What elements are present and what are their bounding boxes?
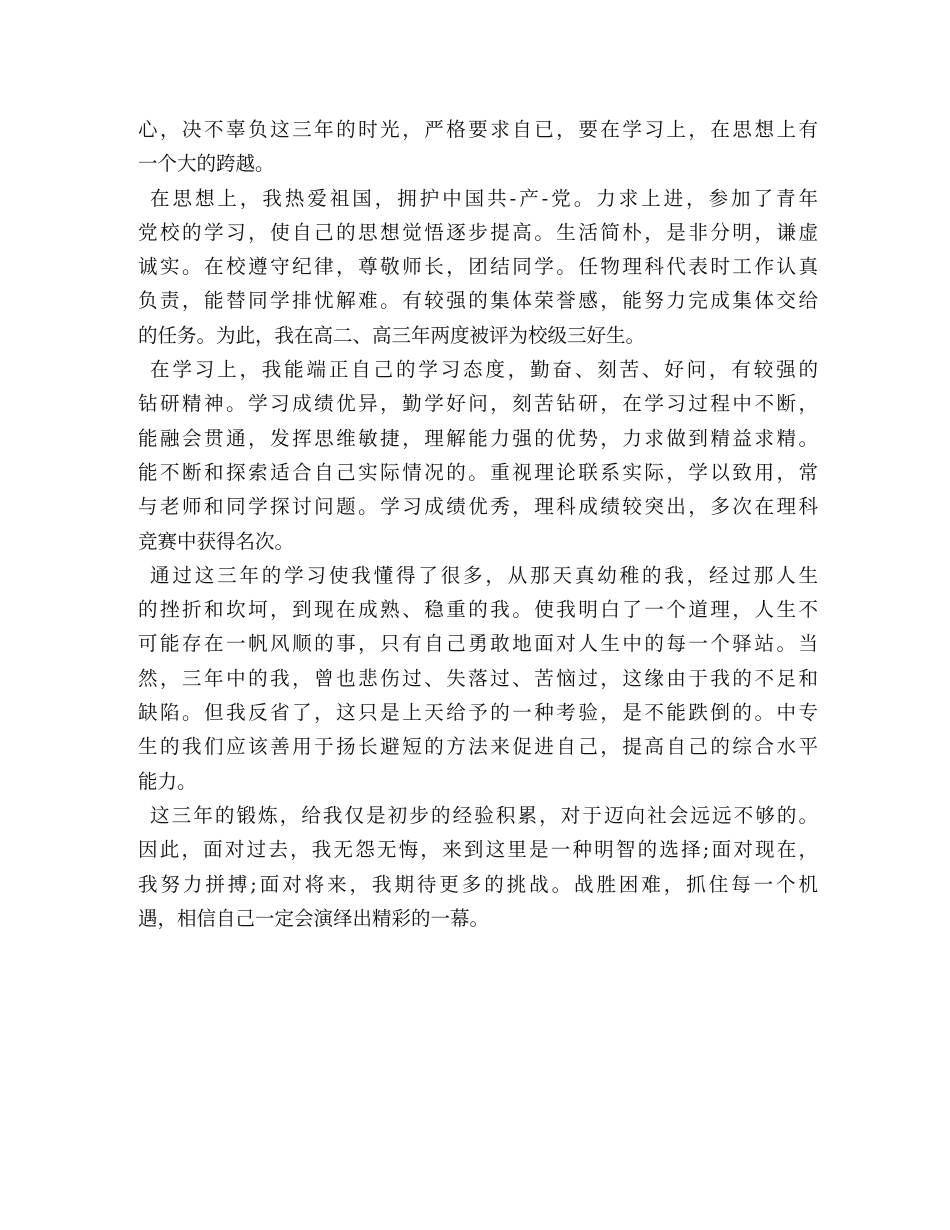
text-line: 生的我们应该善用于扬长避短的方法来促进自己，提高自己的综合水平 — [138, 735, 818, 759]
text-line: 竞赛中获得名次。 — [138, 529, 295, 553]
text-line: 的挫折和坎坷，到现在成熟、稳重的我。使我明白了一个道理，人生不 — [138, 598, 818, 622]
text-line: 心，决不辜负这三年的时光，严格要求自已，要在学习上，在思想上有 — [138, 118, 818, 141]
text-line: 一个大的跨越。 — [138, 152, 275, 176]
text-line: 能不断和探索适合自己实际情况的。重视理论联系实际，学以致用，常 — [138, 460, 818, 484]
text-line: 然，三年中的我，曾也悲伤过、失落过、苦恼过，这缘由于我的不足和 — [138, 666, 818, 690]
text-line: 遇，相信自己一定会演绎出精彩的一幕。 — [138, 906, 490, 930]
text-line: 能融会贯通，发挥思维敏捷，理解能力强的优势，力求做到精益求精。 — [138, 426, 818, 450]
paragraph-start-line: 通过这三年的学习使我懂得了很多，从那天真幼稚的我，经过那人生 — [150, 563, 818, 587]
text-line: 诚实。在校遵守纪律，尊敬师长，团结同学。任物理科代表时工作认真 — [138, 255, 818, 279]
text-line: 因此，面对过去，我无怨无悔，来到这里是一种明智的选择;面对现在， — [138, 838, 818, 862]
text-line: 负责，能替同学排忧解难。有较强的集体荣誉感，能努力完成集体交给 — [138, 289, 818, 313]
text-line: 缺陷。但我反省了，这只是上天给予的一种考验，是不能跌倒的。中专 — [138, 701, 818, 725]
document-body — [138, 113, 818, 936]
text-line: 我努力拼搏;面对将来，我期待更多的挑战。战胜困难，抓住每一个机 — [138, 872, 818, 896]
paragraph-start-line: 在学习上，我能端正自己的学习态度，勤奋、刻苦、好问，有较强的 — [150, 358, 818, 382]
text-line: 钻研精神。学习成绩优异，勤学好问，刻苦钻研，在学习过程中不断， — [138, 392, 818, 416]
text-line: 与老师和同学探讨问题。学习成绩优秀，理科成绩较突出，多次在理科 — [138, 495, 818, 519]
paragraph-start-line: 在思想上，我热爱祖国，拥护中国共-产-党。力求上进，参加了青年 — [150, 186, 818, 210]
text-line: 能力。 — [138, 769, 197, 793]
text-line: 党校的学习，使自己的思想觉悟逐步提高。生活简朴，是非分明，谦虚 — [138, 220, 818, 244]
text-line: 的任务。为此，我在高二、高三年两度被评为校级三好生。 — [138, 323, 646, 347]
paragraph-start-line: 这三年的锻炼，给我仅是初步的经验积累，对于迈向社会远远不够的。 — [150, 803, 818, 827]
text-line: 可能存在一帆风顺的事，只有自己勇敢地面对人生中的每一个驿站。当 — [138, 632, 818, 656]
